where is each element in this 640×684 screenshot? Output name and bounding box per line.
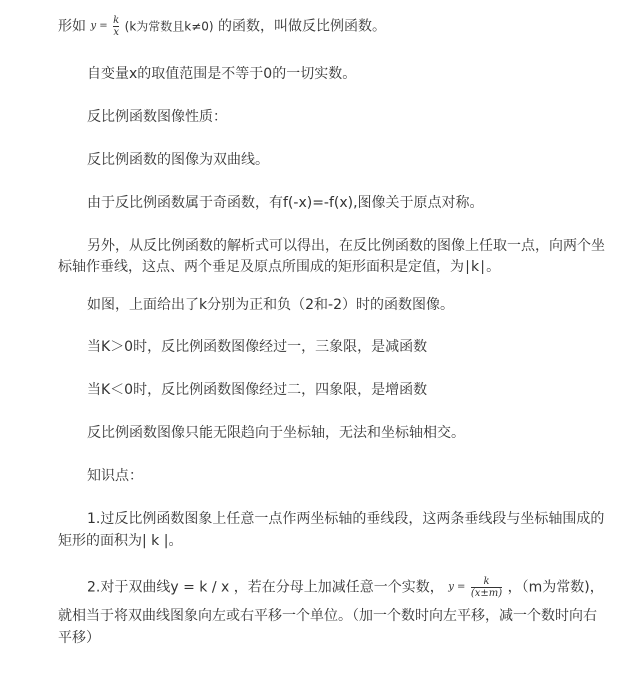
definition-formula-numerator: k xyxy=(113,15,120,26)
point1-line1: 1.过反比例函数图象上任意一点作两坐标轴的垂线段，这两条垂线段与坐标轴围成的 xyxy=(87,511,605,527)
point2-formula-fraction xyxy=(471,576,502,599)
definition-formula-denominator: x xyxy=(113,27,119,38)
point2-formula-numerator: k xyxy=(483,576,490,587)
area-paragraph-line1: 另外，从反比例函数的解析式可以得出，在反比例函数的图像上任取一点，向两个坐 xyxy=(87,238,605,254)
odd-function-paragraph: 由于反比例函数属于奇函数，有f(-x)=-f(x),图像关于原点对称。 xyxy=(87,195,484,211)
asymptote-paragraph: 反比例函数图像只能无限趋向于坐标轴，无法和坐标轴相交。 xyxy=(87,425,465,441)
definition-condition: (k为常数且k≠0) xyxy=(124,19,214,34)
knowledge-heading: 知识点： xyxy=(87,468,143,484)
definition-formula-lhs: y = xyxy=(90,20,108,32)
hyperbola-paragraph: 反比例函数的图像为双曲线。 xyxy=(87,152,269,168)
point1-line2: 矩形的面积为| k |。 xyxy=(58,533,183,549)
definition-suffix: 的函数，叫做反比例函数。 xyxy=(218,18,387,35)
negative-k-paragraph: 当K＜0时，反比例函数图像经过二，四象限，是增函数 xyxy=(87,382,428,398)
positive-k-paragraph: 当K＞0时，反比例函数图像经过一，三象限，是减函数 xyxy=(87,339,428,355)
domain-paragraph: 自变量x的取值范围是不等于0的一切实数。 xyxy=(87,66,357,82)
definition-line xyxy=(58,15,386,38)
point2-text-after: ，（m为常数)， xyxy=(507,579,604,596)
definition-formula-fraction xyxy=(113,15,119,38)
area-paragraph-line2: 标轴作垂线，这点、两个垂足及原点所围成的矩形面积是定值，为∣k∣。 xyxy=(58,259,501,275)
point2-line3: 平移） xyxy=(58,630,100,646)
figure-paragraph: 如图，上面给出了k分别为正和负（2和-2）时的函数图像。 xyxy=(87,297,454,313)
point2-formula-denominator: (x±m) xyxy=(470,588,503,599)
point2-text-before: 2.对于双曲线y = k / x ，若在分母上加减任意一个实数， xyxy=(87,579,444,596)
properties-heading: 反比例函数图像性质： xyxy=(87,109,227,125)
point2-line2: 就相当于将双曲线图象向左或右平移一个单位。（加一个数时向左平移，减一个数时向右 xyxy=(58,608,597,624)
point2-line1 xyxy=(87,576,604,599)
definition-prefix: 形如 xyxy=(58,18,86,35)
point2-formula-lhs: y = xyxy=(448,581,466,593)
